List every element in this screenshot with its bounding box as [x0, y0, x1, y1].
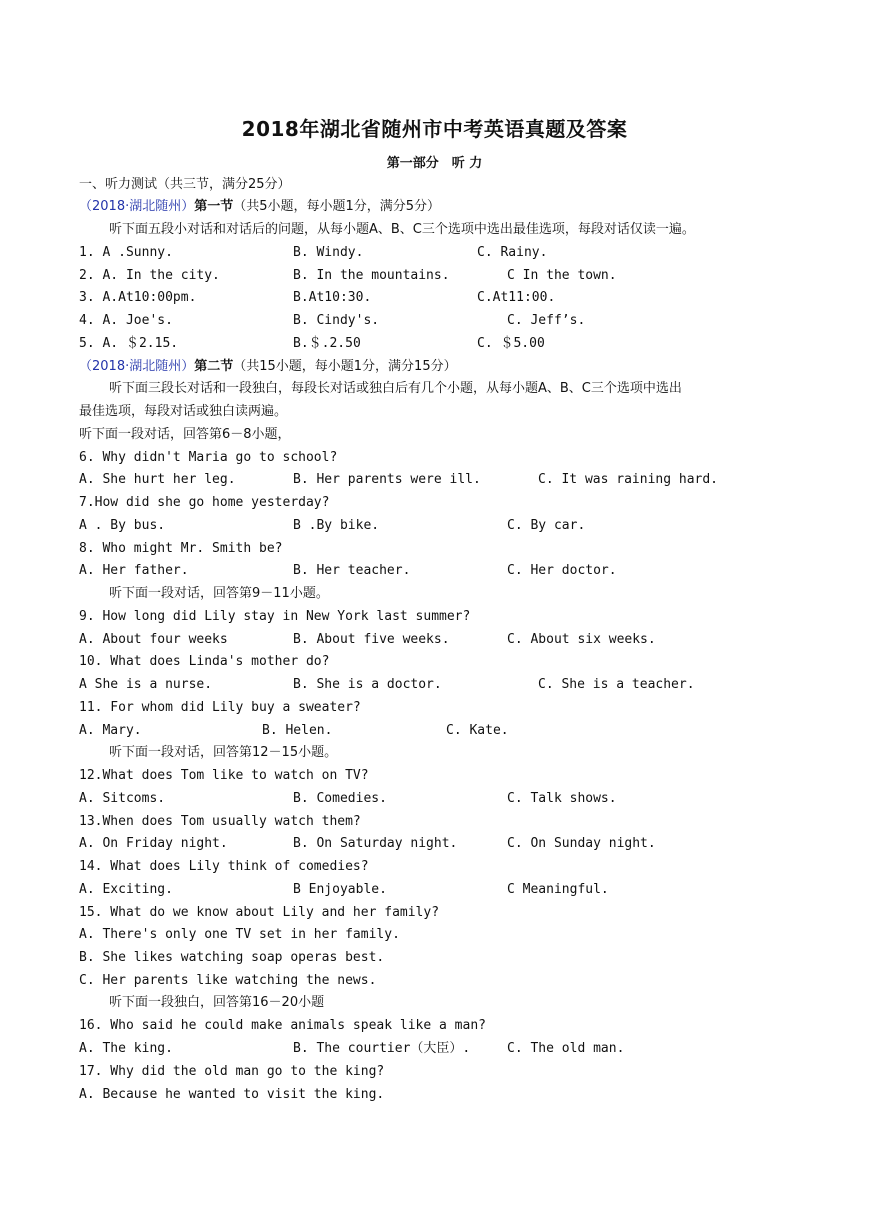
option: C. Rainy.: [477, 245, 548, 260]
option: B. The courtier（大臣）.: [293, 1041, 471, 1056]
question-6: 6. Why didn't Maria go to school?: [79, 450, 338, 465]
question-16: 16. Who said he could make animals speak like a man?: [79, 1018, 486, 1033]
option: B. Her parents were ill.: [293, 472, 481, 487]
section-heading: 一、听力测试（共三节，满分25分）: [79, 177, 291, 192]
answer-15-b: B. She likes watching soap operas best.: [79, 950, 385, 965]
option: A. Mary.: [79, 723, 142, 738]
option: B. On Saturday night.: [293, 836, 458, 851]
option: 3. A.At10:00pm.: [79, 290, 197, 305]
question-10: 10. What does Linda's mother do?: [79, 654, 330, 669]
section1-name: 第一节: [194, 199, 234, 214]
option: B.＄.2.50: [293, 336, 361, 351]
option: A. About four weeks: [79, 632, 228, 647]
option: C. ＄5.00: [477, 336, 545, 351]
section2-instruction: 听下面三段长对话和一段独白，每段长对话或独白后有几个小题，从每小题A、B、C三个选项中选出: [109, 381, 682, 396]
section1-instruction: 听下面五段小对话和对话后的问题，从每小题A、B、C三个选项中选出最佳选项，每段对话仅读一遍。: [109, 222, 695, 237]
option: C. Her doctor.: [507, 563, 617, 578]
option: 1. A .Sunny.: [79, 245, 173, 260]
section2-info: （共15小题，每小题1分，满分15分）: [233, 359, 457, 374]
option: B.At10:30.: [293, 290, 372, 305]
option: 2. A. In the city.: [79, 268, 220, 283]
question-14: 14. What does Lily think of comedies?: [79, 859, 369, 874]
option: B. Windy.: [293, 245, 364, 260]
option: A. She hurt her leg.: [79, 472, 236, 487]
option: C. Talk shows.: [507, 791, 617, 806]
option: A. Sitcoms.: [79, 791, 166, 806]
question-8: 8. Who might Mr. Smith be?: [79, 541, 283, 556]
dialogue-2-intro: 听下面一段对话，回答第9－11小题。: [109, 586, 329, 601]
section1-header: [79, 199, 440, 215]
option: A . By bus.: [79, 518, 166, 533]
answer-15-c: C. Her parents like watching the news.: [79, 973, 377, 988]
option: C. She is a teacher.: [538, 677, 695, 692]
option: B. Her teacher.: [293, 563, 411, 578]
dialogue-3-intro: 听下面一段对话，回答第12－15小题。: [109, 745, 338, 760]
question-17: 17. Why did the old man go to the king?: [79, 1064, 385, 1079]
option: 5. A. ＄2.15.: [79, 336, 179, 351]
option: C. About six weeks.: [507, 632, 656, 647]
section1-info: （共5小题，每小题1分，满分5分）: [233, 199, 441, 214]
option: C In the town.: [507, 268, 617, 283]
option: C. The old man.: [507, 1041, 625, 1056]
option: C.At11:00.: [477, 290, 556, 305]
option: C. Jeff’s.: [507, 313, 586, 328]
question-9: 9. How long did Lily stay in New York last summer?: [79, 609, 471, 624]
option: B Enjoyable.: [293, 882, 387, 897]
page-title: 2018年湖北省随州市中考英语真题及答案: [241, 117, 628, 141]
section2-name: 第二节: [194, 359, 234, 374]
option: B. Helen.: [262, 723, 333, 738]
section2-header: [79, 359, 457, 375]
question-7: 7.How did she go home yesterday?: [79, 495, 330, 510]
option: B. In the mountains.: [293, 268, 450, 283]
option: A. Her father.: [79, 563, 189, 578]
option: B .By bike.: [293, 518, 380, 533]
option: B. Cindy's.: [293, 313, 380, 328]
answer-15-a: A. There's only one TV set in her family.: [79, 927, 400, 942]
option: A She is a nurse.: [79, 677, 213, 692]
question-15: 15. What do we know about Lily and her family?: [79, 905, 440, 920]
part-heading: 第一部分 听 力: [386, 156, 483, 171]
option: A. On Friday night.: [79, 836, 228, 851]
question-11: 11. For whom did Lily buy a sweater?: [79, 700, 361, 715]
question-12: 12.What does Tom like to watch on TV?: [79, 768, 369, 783]
dialogue-1-intro: 听下面一段对话，回答第6－8小题，: [79, 427, 291, 442]
option: C. By car.: [507, 518, 586, 533]
answer-17-a: A. Because he wanted to visit the king.: [79, 1087, 385, 1102]
option: 4. A. Joe's.: [79, 313, 173, 328]
option: A. The king.: [79, 1041, 173, 1056]
option: B. Comedies.: [293, 791, 387, 806]
option: B. She is a doctor.: [293, 677, 442, 692]
option: C Meaningful.: [507, 882, 609, 897]
monologue-intro: 听下面一段独白，回答第16－20小题: [109, 995, 325, 1010]
option: A. Exciting.: [79, 882, 173, 897]
question-13: 13.When does Tom usually watch them?: [79, 814, 361, 829]
section1-tag: （2018·湖北随州）: [79, 199, 195, 214]
option: C. Kate.: [446, 723, 509, 738]
section2-instruction-cont: 最佳选项，每段对话或独白读两遍。: [79, 404, 288, 419]
section2-tag: （2018·湖北随州）: [79, 359, 195, 374]
option: C. On Sunday night.: [507, 836, 656, 851]
option: B. About five weeks.: [293, 632, 450, 647]
option: C. It was raining hard.: [538, 472, 719, 487]
